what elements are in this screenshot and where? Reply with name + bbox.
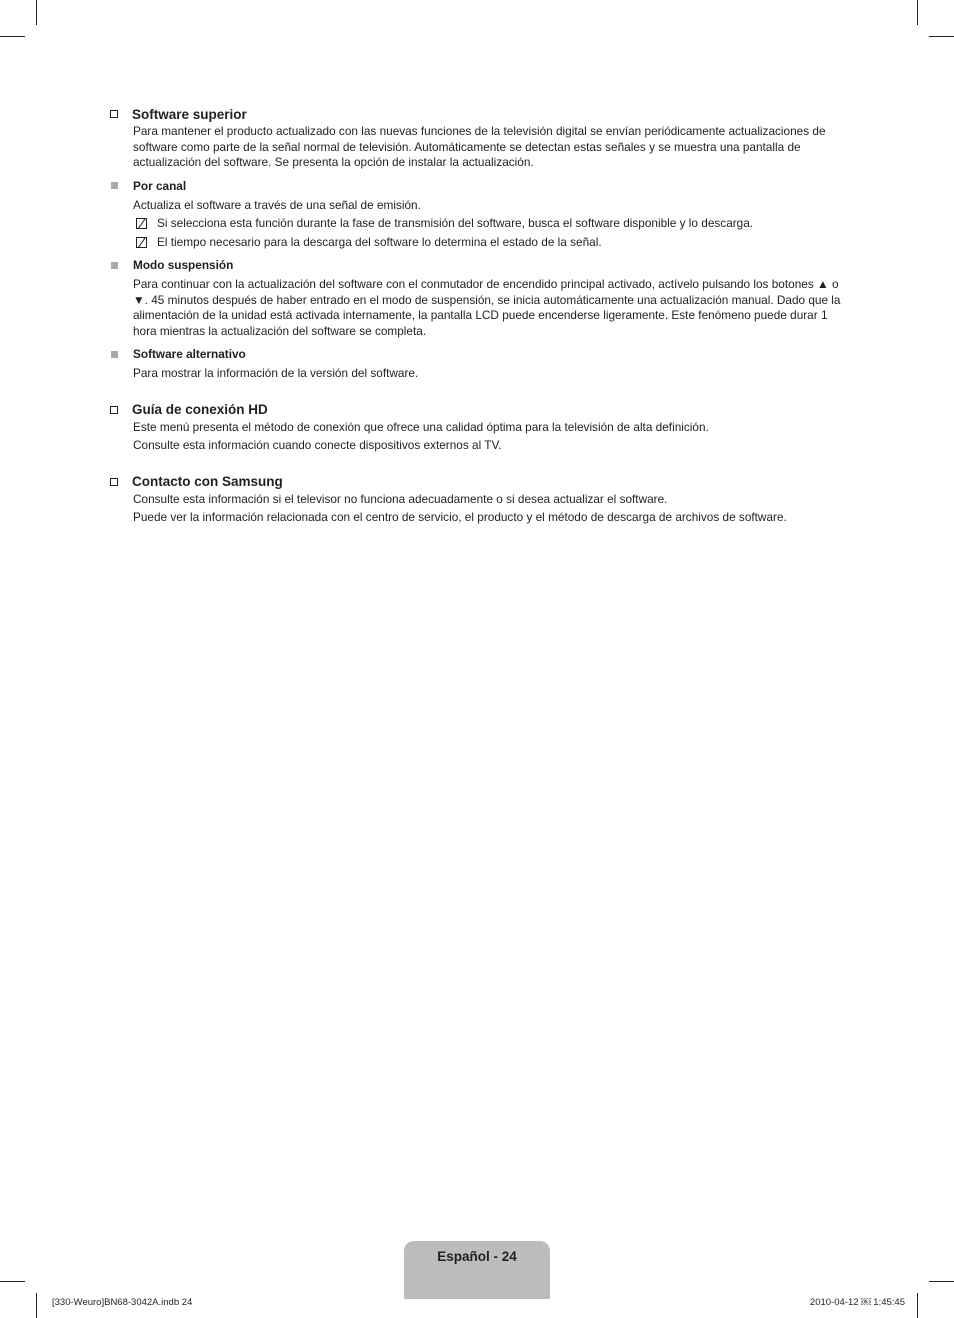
section-title: Contacto con Samsung (132, 474, 283, 489)
section-software-superior (108, 104, 848, 382)
paragraph: Actualiza el software a través de una señal de emisión. (133, 197, 421, 212)
square-bullet-icon (111, 182, 118, 189)
checkbox-square-icon (110, 110, 118, 118)
checkbox-square-icon (110, 406, 118, 414)
note-icon (136, 237, 147, 248)
note-icon (136, 218, 147, 229)
note-item (133, 235, 848, 251)
crop-mark (917, 1293, 918, 1318)
subsection-software-alternativo (108, 345, 848, 382)
section-heading (108, 400, 848, 420)
crop-mark (929, 1281, 954, 1282)
page-content (108, 104, 848, 540)
section-body (133, 124, 848, 171)
crop-mark (36, 0, 37, 25)
subsection-body (133, 277, 848, 339)
subsection-modo-suspension (108, 256, 848, 339)
section-guia-conexion-hd (108, 400, 848, 454)
crop-mark (917, 0, 918, 25)
crop-mark (0, 36, 25, 37)
checkbox-square-icon (110, 478, 118, 486)
subsection-body (133, 198, 848, 251)
subsection-heading (108, 345, 848, 363)
section-title: Guía de conexión HD (132, 402, 268, 417)
subsection-por-canal (108, 177, 848, 251)
footer-timestamp: 2010-04-12 ￼ 1:45:45 (809, 1297, 905, 1308)
note-item (133, 216, 848, 232)
section-heading (108, 472, 848, 492)
crop-mark (36, 1293, 37, 1318)
paragraph: Consulte esta información cuando conecte dispositivos externos al TV. (133, 438, 502, 452)
subsection-title: Modo suspensión (133, 258, 234, 272)
subsection-heading (108, 256, 848, 274)
footer-file-info: [330-Weuro]BN68-3042A.indb 24 (52, 1297, 193, 1308)
section-title: Software superior (132, 106, 247, 122)
section-contacto-samsung (108, 472, 848, 526)
subsection-body (133, 366, 848, 382)
page-number: Español - 24 (437, 1249, 517, 1264)
note-text: Si selecciona esta función durante la fase de transmisión del software, busca el software disponible y lo descarga. (157, 216, 754, 230)
crop-mark (929, 36, 954, 37)
paragraph: Para continuar con la actualización del software con el conmutador de encendido principal activado, actívelo pulsando los botones ▲ o ▼. 45 minutos después de haber entrado en el modo de suspensión, se inicia automáticamente una actualización manual. Dado que la alimentación de la unidad está activada internamente, la pantalla LCD puede encenderse ligeramente. Este fenómeno puede durar 1 hora mientras la actualización del software se completa. (133, 277, 841, 338)
paragraph: Consulte esta información si el televisor no funciona adecuadamente o si desea actualizar el software. (133, 491, 668, 506)
section-body (133, 492, 848, 526)
square-bullet-icon (111, 351, 118, 358)
subsection-title: Por canal (133, 178, 187, 193)
paragraph: Puede ver la información relacionada con el centro de servicio, el producto y el método de descarga de archivos de software. (133, 510, 787, 524)
paragraph: Para mantener el producto actualizado con las nuevas funciones de la televisión digital se envían periódicamente actualizaciones de software como parte de la señal normal de televisión. Automáticamente se detectan estas señales y se muestra una pantalla de actualización del software. Se presenta la opción de instalar la actualización. (133, 124, 826, 169)
square-bullet-icon (111, 262, 118, 269)
paragraph: Para mostrar la información de la versión del software. (133, 366, 419, 380)
subsection-heading (108, 177, 848, 195)
note-text: El tiempo necesario para la descarga del software lo determina el estado de la señal. (157, 234, 602, 249)
subsection-title: Software alternativo (133, 347, 246, 361)
section-body (133, 420, 848, 454)
paragraph: Este menú presenta el método de conexión que ofrece una calidad óptima para la televisión de alta definición. (133, 419, 709, 434)
crop-mark (0, 1281, 25, 1282)
section-heading (108, 104, 848, 124)
